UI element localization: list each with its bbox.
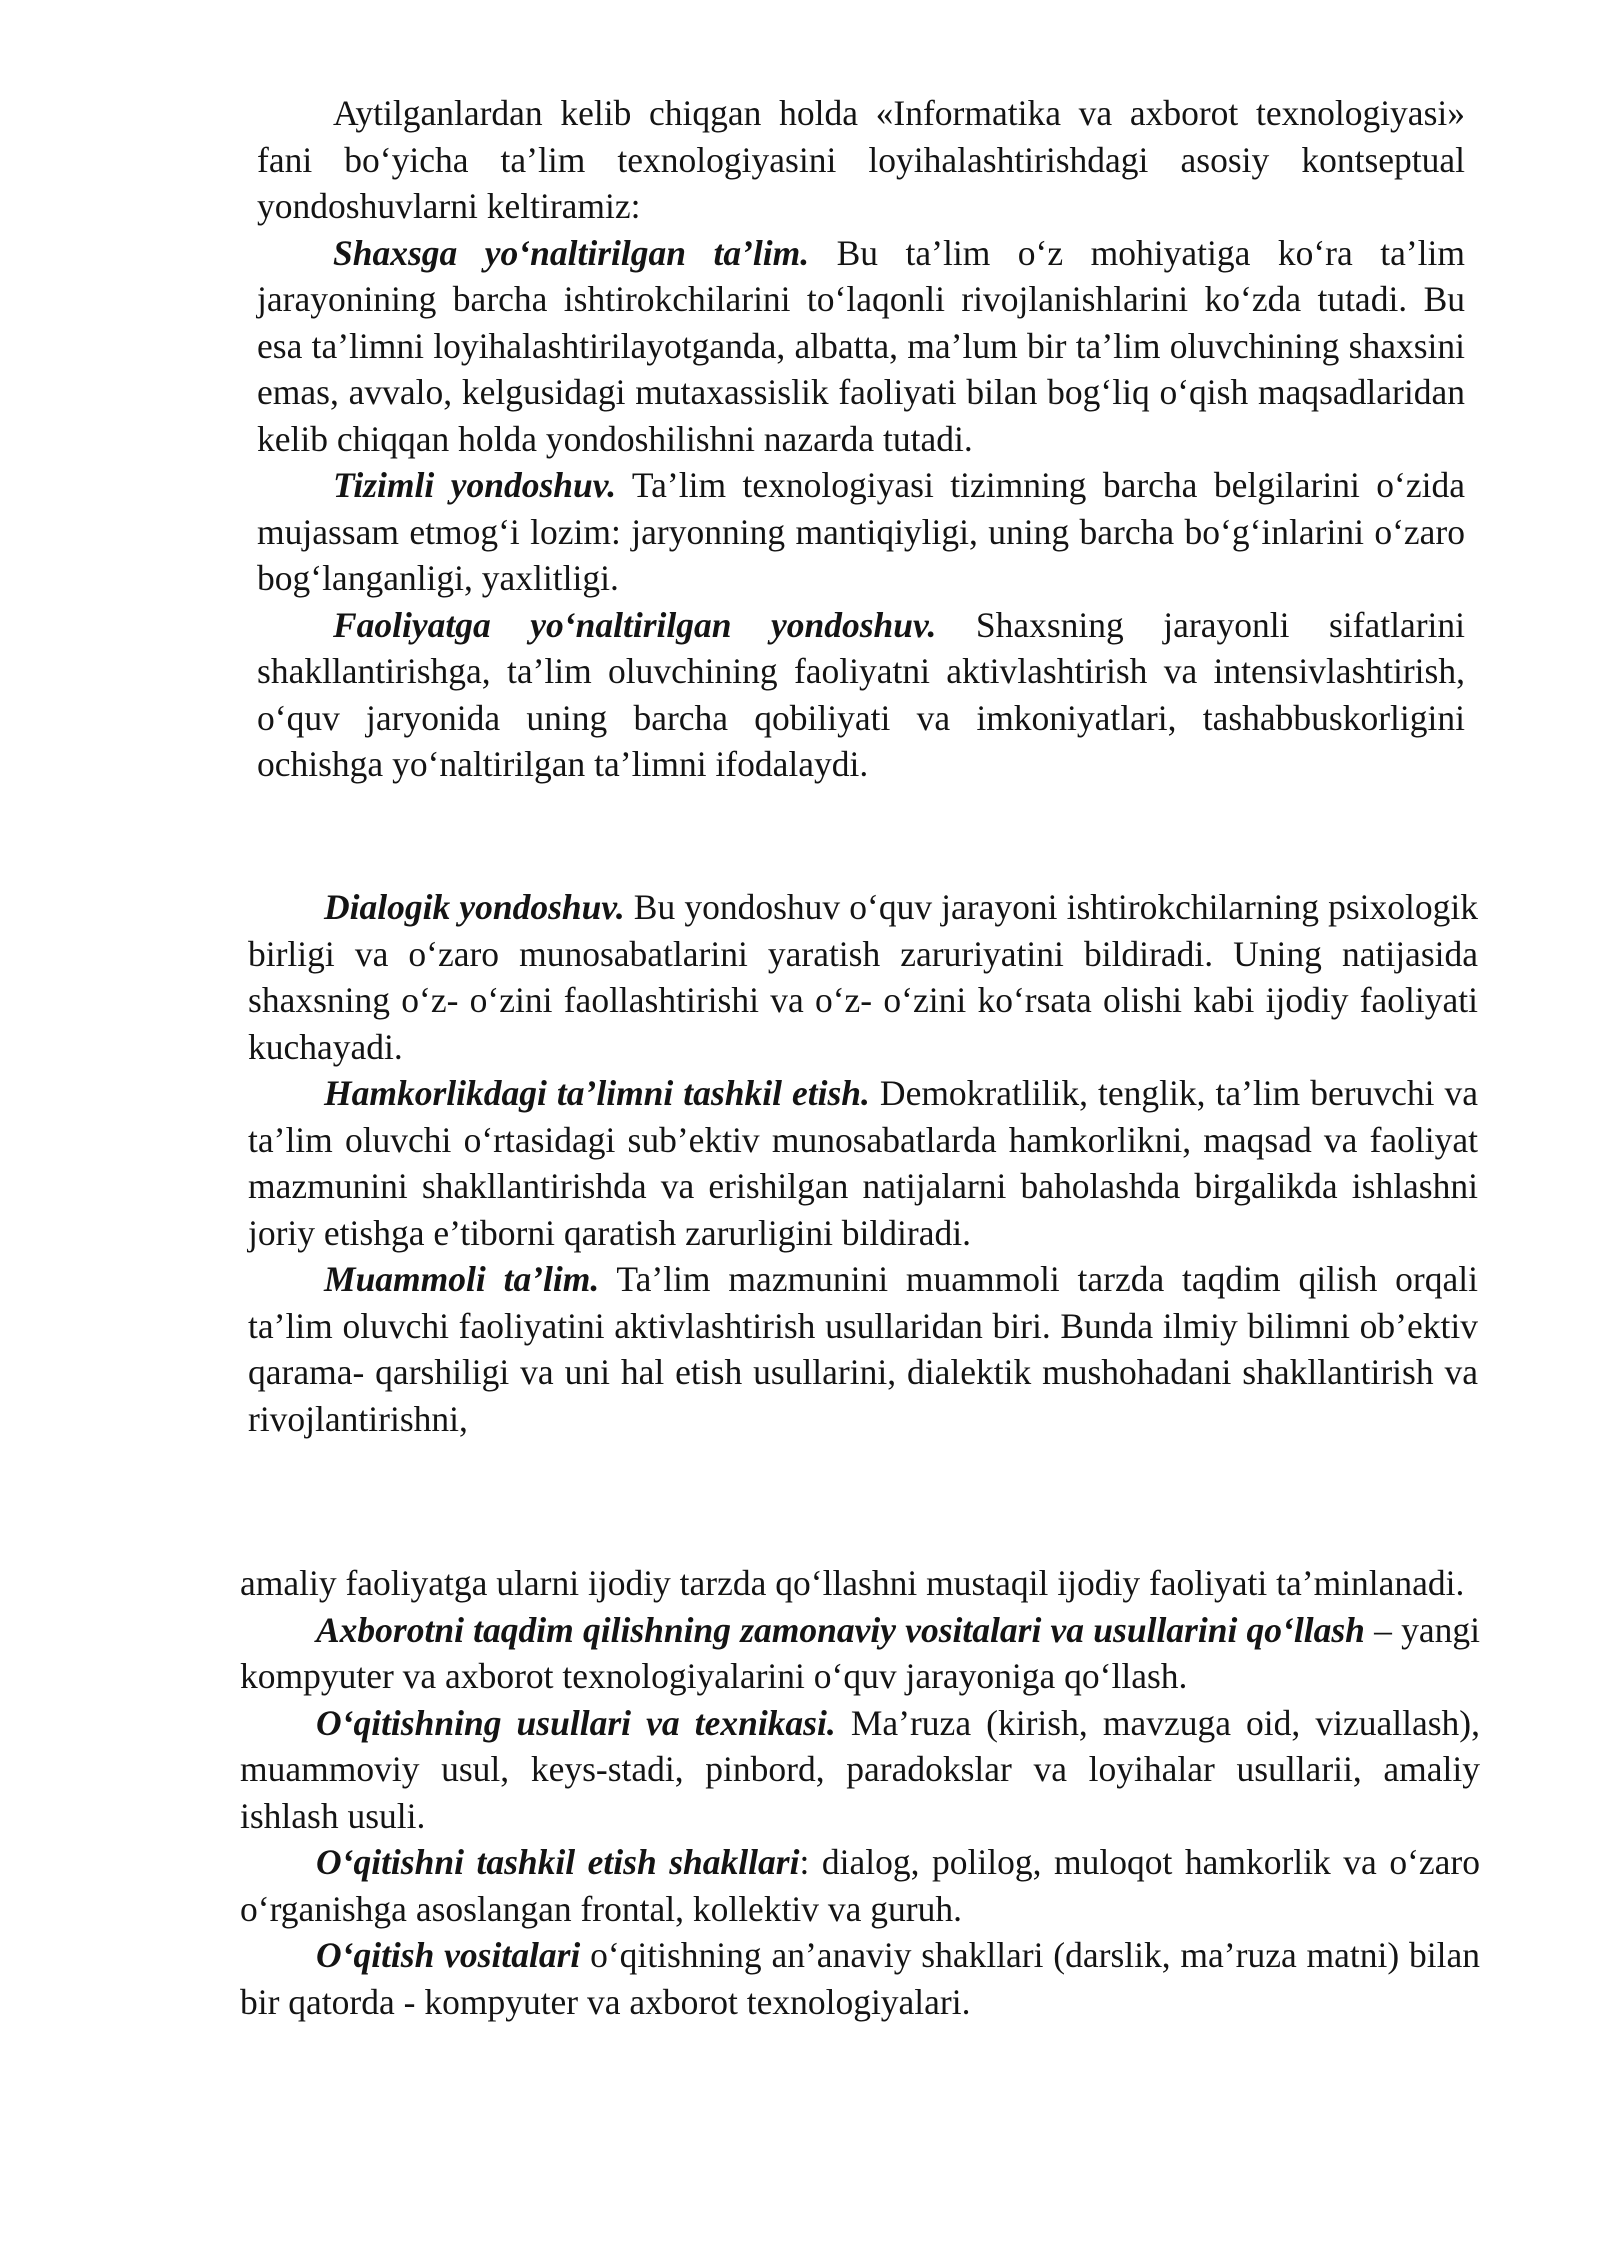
paragraph-continuation xyxy=(240,1560,1480,1607)
text-block-middle xyxy=(248,884,1478,1442)
intro-paragraph xyxy=(257,90,1465,230)
paragraph-term: Faoliyatga yo‘naltirilgan yondoshuv. xyxy=(333,604,937,645)
paragraph-term: O‘qitishning usullari va texnikasi. xyxy=(316,1702,836,1743)
paragraph-cooperative-education xyxy=(248,1070,1478,1256)
paragraph-term: Tizimli yondoshuv. xyxy=(333,465,617,505)
paragraph-text: Aytilganlardan kelib chiqgan holda «Informatika va axborot texnologiyasi» fani bo‘yicha ta’lim texnologiyasini loyihalashtirishdagi asosiy kontseptual yondoshuvlarni keltiramiz: xyxy=(257,93,1465,226)
paragraph-term: Muammoli ta’lim. xyxy=(324,1259,600,1299)
paragraph-activity-approach xyxy=(257,602,1465,788)
paragraph-text: amaliy faoliyatga ularni ijodiy tarzda qo‘llashni mustaqil ijodiy faoliyati ta’minlanadi. xyxy=(240,1563,1465,1603)
paragraph-teaching-methods xyxy=(240,1700,1480,1840)
text-block-upper xyxy=(257,90,1465,788)
paragraph-teaching-tools xyxy=(240,1932,1480,2025)
paragraph-personal-oriented-education xyxy=(257,230,1465,463)
paragraph-term: O‘qitish vositalari xyxy=(316,1935,581,1975)
paragraph-term: Axborotni taqdim qilishning zamonaviy vositalari va usullarini qo‘llash xyxy=(316,1609,1365,1650)
paragraph-term: O‘qitishni tashkil etish shakllari xyxy=(316,1842,800,1882)
paragraph-text: Bu ta’lim o‘z mohiyatiga ko‘ra ta’lim jarayonining barcha ishtirokchilarini to‘laqonli rivojlanishlarini ko‘zda tutadi. Bu esa ta’limni loyihalashtirilayotganda, albatta, ma’lum bir ta’lim oluvchining shaxsini emas, avvalo, kelgusidagi mutaxassislik faoliyati bilan bog‘liq o‘qish maqsadlaridan kelib chiqqan holda yondoshilishni nazarda tutadi. xyxy=(257,232,1465,459)
paragraph-teaching-forms xyxy=(240,1839,1480,1932)
paragraph-text: Demokratlilik, tenglik, ta’lim beruvchi va ta’lim oluvchi o‘rtasidagi sub’ektiv munosabatlarda hamkorlikni, maqsad va faoliyat mazmunini shakllantirishda va erishilgan natijalarni baholashda birgalikda ishlashni joriy etishga e’tiborni qaratish zarurligini bildiradi. xyxy=(248,1073,1479,1253)
paragraph-term: Shaxsga yo‘naltirilgan ta’lim. xyxy=(333,232,810,273)
paragraph-text: Bu yondoshuv o‘quv jarayoni ishtirokchilarning psixologik birligi va o‘zaro munosabatlarini yaratish zaruriyatini bildiradi. Uning natijasida shaxsning o‘z- o‘zini faollashtirishi va o‘z- o‘zini ko‘rsata olishi kabi ijodiy faoliyati kuchayadi. xyxy=(248,887,1478,1067)
paragraph-systematic-approach xyxy=(257,462,1465,602)
paragraph-text: Shaxsning jarayonli sifatlarini shakllantirishga, ta’lim oluvchining faoliyatni aktivlashtirish va intensivlashtirish, o‘quv jaryonida uning barcha qobiliyati va imkoniyatlari, tashabbuskorligini ochishga yo‘naltirilgan ta’limni ifodalaydi. xyxy=(257,604,1465,784)
paragraph-text: : dialog, polilog, muloqot hamkorlik va o‘zaro o‘rganishga asoslangan frontal, kollektiv va guruh. xyxy=(240,1842,1481,1929)
paragraph-text: Ta’lim mazmunini muammoli tarzda taqdim qilish orqali ta’lim oluvchi faoliyatini aktivlashtirish usullaridan biri. Bunda ilmiy bilimni ob’ektiv qarama- qarshiligi va uni hal etish usullarini, dialektik mushohadani shakllantirish va rivojlantirishni, xyxy=(248,1259,1478,1439)
paragraph-term: Dialogik yondoshuv. xyxy=(324,887,625,927)
paragraph-modern-information-tools xyxy=(240,1607,1480,1700)
text-block-lower xyxy=(240,1560,1480,2025)
paragraph-text: Ta’lim texnologiyasi tizimning barcha belgilarini o‘zida mujassam etmog‘i lozim: jaryonning mantiqiyligi, uning barcha bo‘g‘inlarini o‘zaro bog‘langanligi, yaxlitligi. xyxy=(257,465,1465,598)
paragraph-text: – yangi kompyuter va axborot texnologiyalarini o‘quv jarayoniga qo‘llash. xyxy=(240,1609,1480,1696)
paragraph-term: Hamkorlikdagi ta’limni tashkil etish. xyxy=(324,1073,870,1113)
paragraph-dialogic-approach xyxy=(248,884,1478,1070)
paragraph-text: Ma’ruza (kirish, mavzuga oid, vizuallash), muammoviy usul, keys-stadi, pinbord, paradokslar va loyihalar usullarii, amaliy ishlash usuli. xyxy=(240,1702,1481,1836)
paragraph-text: o‘qitishning an’anaviy shakllari (darslik, ma’ruza matni) bilan bir qatorda - kompyuter va axborot texnologiyalari. xyxy=(240,1935,1480,2022)
paragraph-problem-based-learning xyxy=(248,1256,1478,1442)
